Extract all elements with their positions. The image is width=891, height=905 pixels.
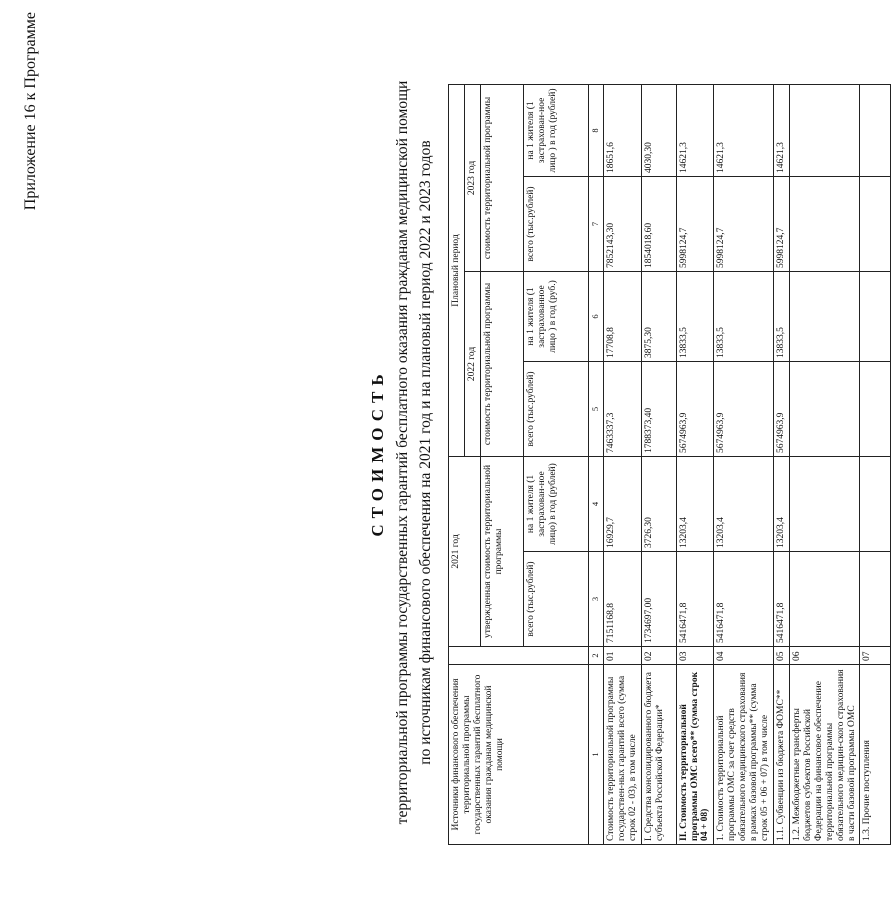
row-name: 1. Стоимость территориальной программы ОМС за счет средств обязательного медицинского страхования в рамках базовой программы** (сумма строк 05 + 06 + 07) в том числе <box>714 665 774 845</box>
cell-per-capita-2021: 13203,4 <box>714 456 774 551</box>
header-cost-2022: стоимость территориальной программы <box>480 271 523 456</box>
cell-per-capita-2022: 17708,8 <box>603 271 641 361</box>
cell-total-2022: 1788373,40 <box>641 361 676 456</box>
appendix-label: Приложение 16 к Программе <box>22 12 39 211</box>
cell-total-2021: 7151168,8 <box>603 552 641 647</box>
cell-total-2021: 5416471,8 <box>773 552 789 647</box>
row-code: 02 <box>641 647 676 665</box>
cell-per-capita-2023: 4030,30 <box>641 84 676 176</box>
cell-per-capita-2023 <box>860 84 891 176</box>
column-number: 6 <box>588 271 603 361</box>
document-title: СТОИМОСТЬ <box>368 368 387 537</box>
row-code: 04 <box>714 647 774 665</box>
table-row <box>789 84 860 844</box>
cell-total-2021: 1734697,00 <box>641 552 676 647</box>
row-code: 07 <box>860 647 891 665</box>
row-name: 1.3. Прочие поступления <box>860 665 891 845</box>
header-year-2023: 2023 год <box>464 84 480 271</box>
row-name: 1.1. Субвенции из бюджета ФОМС** <box>773 665 789 845</box>
cell-per-capita-2023 <box>789 84 860 176</box>
cell-total-2021 <box>860 552 891 647</box>
table-row <box>860 84 891 844</box>
cell-total-2022: 5674963,9 <box>676 361 714 456</box>
header-per-capita-2021: на 1 жителя (1 застрахован-ное лицо) в год (рублей) <box>523 456 588 551</box>
header-planned-period: Плановый период <box>449 84 465 456</box>
header-total-2022: всего (тыс.рублей) <box>523 361 588 456</box>
table-row <box>773 84 789 844</box>
cell-per-capita-2022: 3875,30 <box>641 271 676 361</box>
row-code: 01 <box>603 647 641 665</box>
document-subtitle-line-2: по источникам финансового обеспечения на 2021 год и на плановый период 2022 и 2023 годов <box>417 140 434 765</box>
row-code: 05 <box>773 647 789 665</box>
cell-per-capita-2021: 13203,4 <box>676 456 714 551</box>
column-number: 2 <box>588 647 603 665</box>
column-number-row <box>588 84 603 844</box>
column-number: 4 <box>588 456 603 551</box>
cell-total-2022: 7463337,3 <box>603 361 641 456</box>
cell-total-2022 <box>789 361 860 456</box>
row-name: I. Средства консолидированного бюджета субъекта Российской Федерации* <box>641 665 676 845</box>
column-number: 1 <box>588 665 603 845</box>
table-row <box>603 84 641 844</box>
row-name: 1.2. Межбюджетные трансферты бюджетов субъектов Российской Федерации на финансовое обеспечение территориальной программы обязательного медицин-ского страхования в части базовой программы ОМС <box>789 665 860 845</box>
cell-total-2023: 5998124,7 <box>773 176 789 271</box>
cell-per-capita-2022: 13833,5 <box>676 271 714 361</box>
column-number: 7 <box>588 176 603 271</box>
cell-per-capita-2022 <box>789 271 860 361</box>
cell-per-capita-2023: 14621,3 <box>676 84 714 176</box>
header-per-capita-2022: на 1 жителя (1 застрахованное лицо ) в год (руб.) <box>523 271 588 361</box>
header-source: Источники финансового обеспечения территориальной программы государственных гарантий бесплатного оказания гражданам медицинской помощи <box>449 665 589 845</box>
cell-per-capita-2021 <box>789 456 860 551</box>
cell-total-2021 <box>789 552 860 647</box>
table-row <box>714 84 774 844</box>
header-total-2021: всего (тыс.рублей) <box>523 552 588 647</box>
cell-per-capita-2023: 18651,6 <box>603 84 641 176</box>
cell-total-2023 <box>860 176 891 271</box>
header-approved-cost: утвержденная стоимость территориальной программы <box>480 456 523 646</box>
cell-total-2022: 5674963,9 <box>714 361 774 456</box>
cell-total-2023: 1854018,60 <box>641 176 676 271</box>
cell-per-capita-2023: 14621,3 <box>714 84 774 176</box>
header-year-2022: 2022 год <box>464 271 480 456</box>
header-per-capita-2023: на 1 жителя (1 застрахован-ное лицо ) в год (рублей) <box>523 84 588 176</box>
cell-per-capita-2021: 3726,30 <box>641 456 676 551</box>
cell-total-2021: 5416471,8 <box>676 552 714 647</box>
cell-per-capita-2021: 16929,7 <box>603 456 641 551</box>
cost-table <box>448 84 891 845</box>
cell-per-capita-2022 <box>860 271 891 361</box>
cell-per-capita-2022: 13833,5 <box>773 271 789 361</box>
cell-per-capita-2022: 13833,5 <box>714 271 774 361</box>
header-total-2023: всего (тыс.рублей) <box>523 176 588 271</box>
row-name: II. Стоимость территориальной программы ОМС всего** (сумма строк 04 + 08) <box>676 665 714 845</box>
cell-total-2022: 5674963,9 <box>773 361 789 456</box>
table-row <box>641 84 676 844</box>
cell-per-capita-2021: 13203,4 <box>773 456 789 551</box>
cell-total-2023: 5998124,7 <box>676 176 714 271</box>
document-subtitle-line-1: территориальной программы государственных гарантий бесплатного оказания гражданам медицинской помощи <box>394 80 411 825</box>
header-year-2021: 2021 год <box>449 456 481 646</box>
cell-per-capita-2023: 14621,3 <box>773 84 789 176</box>
header-cost-2023: стоимость территориальной программы <box>480 84 523 271</box>
row-code: 03 <box>676 647 714 665</box>
column-number: 8 <box>588 84 603 176</box>
row-code: 06 <box>789 647 860 665</box>
cell-total-2023: 7852143,30 <box>603 176 641 271</box>
column-number: 3 <box>588 552 603 647</box>
cell-total-2023 <box>789 176 860 271</box>
column-number: 5 <box>588 361 603 456</box>
table-row <box>676 84 714 844</box>
cell-total-2021: 5416471,8 <box>714 552 774 647</box>
row-name: Стоимость территориальной программы государствен-ных гарантий всего (сумма строк 02 - 03), в том числе <box>603 665 641 845</box>
cell-total-2022 <box>860 361 891 456</box>
cell-per-capita-2021 <box>860 456 891 551</box>
cell-total-2023: 5998124,7 <box>714 176 774 271</box>
